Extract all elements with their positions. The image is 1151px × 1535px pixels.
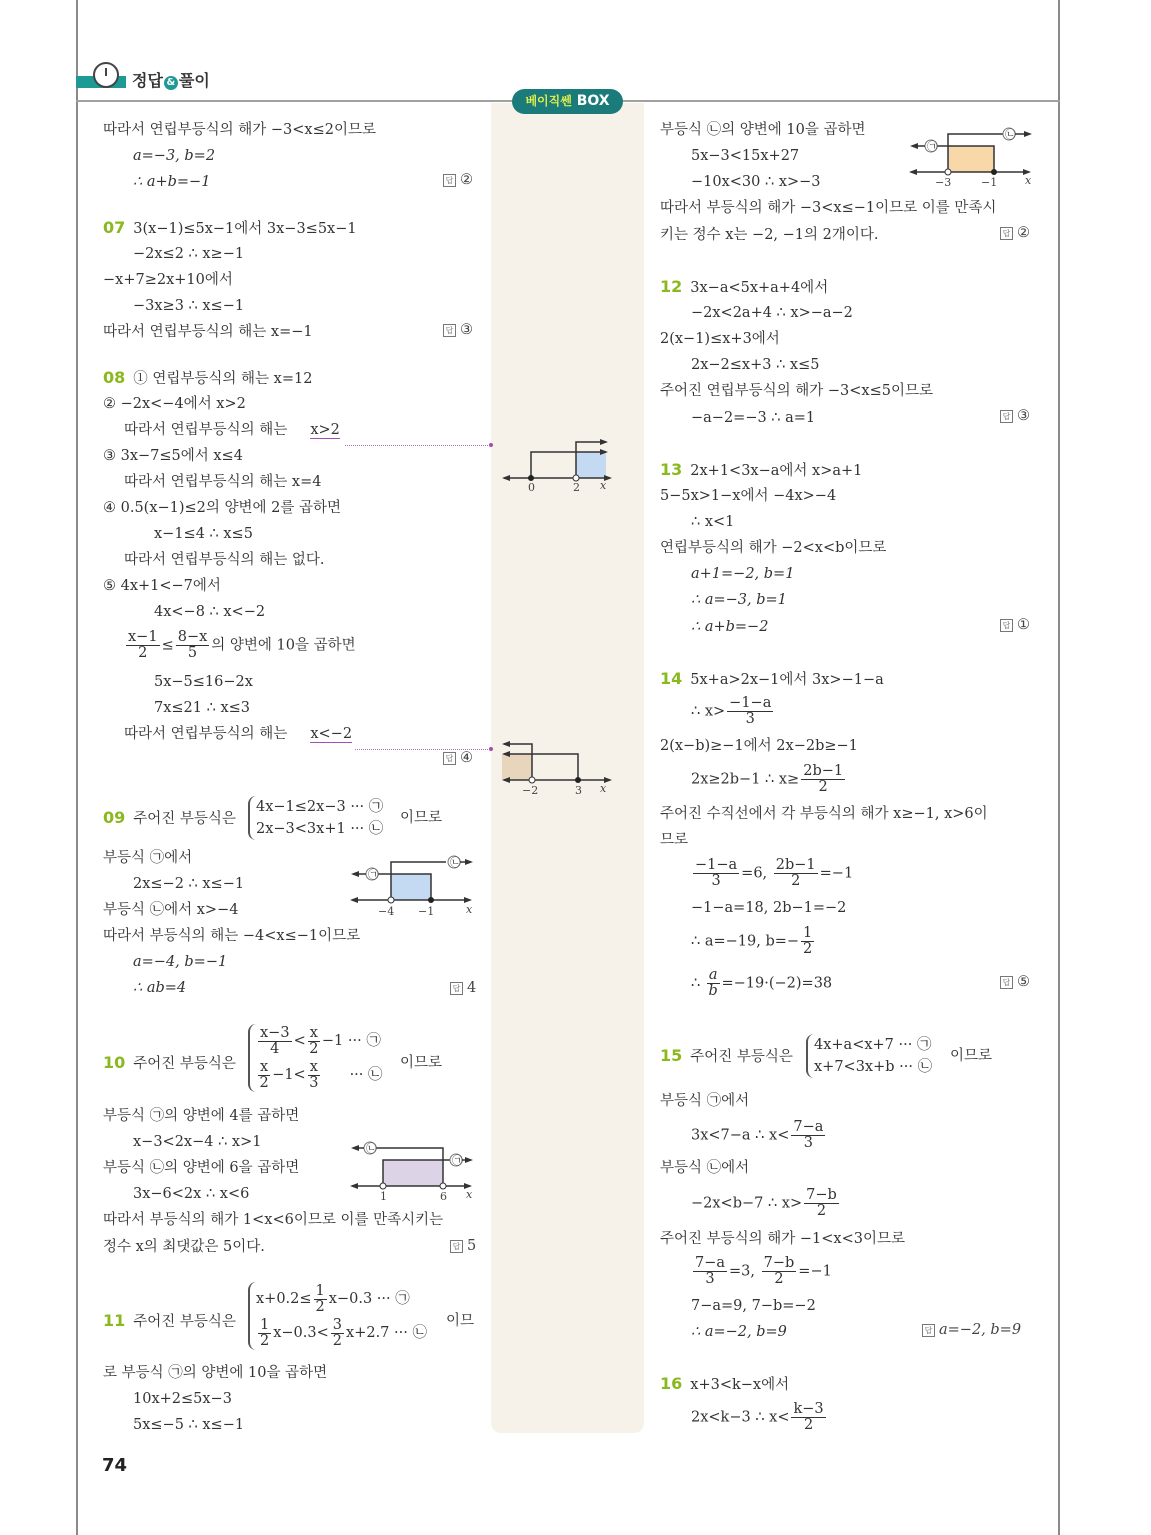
- fraction: $\frac{8-x}{5}$: [177, 629, 208, 661]
- problem-number: 08: [103, 368, 126, 387]
- svg-text:㉡: ㉡: [450, 856, 461, 869]
- problem-number: 09: [103, 808, 126, 827]
- svg-text:x: x: [600, 782, 607, 795]
- number-line-11: [905, 124, 1037, 190]
- section-title: 정답 & 풀이: [132, 71, 210, 90]
- page-border-left: [76, 0, 78, 1535]
- connector-dot: [489, 443, 493, 447]
- answer-icon: 답: [1000, 976, 1013, 989]
- svg-text:2: 2: [573, 481, 580, 492]
- answer-mark: 답 a=−2, b=9: [922, 1322, 1021, 1338]
- answer-icon: 답: [443, 174, 456, 187]
- inequality-system: 4x−1≤2x−3 ··· ㉠ 2x−3<3x+1 ··· ㉡: [248, 796, 383, 840]
- svg-text:1: 1: [380, 1190, 387, 1203]
- answer-mark: 답 ③: [443, 322, 473, 338]
- problem-number: 11: [103, 1311, 126, 1330]
- svg-text:−1: −1: [418, 905, 435, 918]
- connector-dot: [489, 747, 493, 751]
- number-line-08b: [498, 740, 618, 798]
- svg-text:㉡: ㉡: [366, 1142, 377, 1155]
- inequality-system: x+0.2≤ $\frac{1}{2}$ x−0.3 ··· ㉠ $\frac{1}{2}$ x−0.3< $\frac{3}{2}$ x+2.7 ··· ㉡: [248, 1282, 427, 1350]
- ampersand-badge: &: [164, 76, 178, 90]
- answer-icon: 답: [922, 1324, 935, 1337]
- answer-icon: 답: [1000, 619, 1013, 632]
- svg-text:㉡: ㉡: [1005, 128, 1016, 141]
- svg-text:−2: −2: [522, 784, 539, 797]
- underlined-solution: x<−2: [310, 726, 353, 742]
- problem-number: 13: [660, 460, 683, 479]
- underlined-solution: x>2: [310, 422, 340, 438]
- answer-mark: 답 ⑤: [1000, 974, 1030, 990]
- answer-mark: 답 ④: [443, 750, 473, 766]
- answer-mark: 답 5: [450, 1238, 476, 1254]
- svg-text:6: 6: [440, 1190, 447, 1203]
- answer-mark: 답 ③: [1000, 408, 1030, 424]
- answer-icon: 답: [450, 1240, 463, 1253]
- svg-text:x: x: [1025, 174, 1032, 187]
- svg-text:㉠: ㉠: [927, 140, 938, 153]
- page-border-right: [1058, 0, 1060, 1535]
- answer-icon: 답: [1000, 410, 1013, 423]
- svg-text:3: 3: [575, 784, 582, 797]
- problem-number: 10: [103, 1053, 126, 1072]
- basic-box-badge: 베이직쎈 BOX: [512, 89, 623, 114]
- problem-number: 14: [660, 669, 683, 688]
- page-number: 74: [102, 1455, 128, 1476]
- answer-icon: 답: [1000, 227, 1013, 240]
- number-line-10: [346, 1140, 478, 1206]
- answer-mark: 답 ①: [1000, 617, 1030, 633]
- problem-number: 15: [660, 1046, 683, 1065]
- problem-number: 12: [660, 277, 683, 296]
- problem-number: 07: [103, 218, 126, 237]
- svg-text:−4: −4: [378, 905, 395, 918]
- inequality-system: $\frac{x-3}{4}$ < $\frac{x}{2}$ −1 ··· ㉠ $\frac{x}{2}$ −1< $\frac{x}{3}$ ··· ㉡: [248, 1024, 383, 1092]
- answer-mark: 답 ②: [1000, 225, 1030, 241]
- alarm-clock-icon: [93, 62, 119, 88]
- inequality-system: 4x+a<x+7 ··· ㉠ x+7<3x+b ··· ㉡: [806, 1034, 932, 1078]
- answer-icon: 답: [443, 752, 456, 765]
- answer-mark: 답 4: [450, 980, 476, 996]
- svg-text:㉠: ㉠: [368, 868, 379, 881]
- number-line-08a: [498, 432, 618, 492]
- svg-text:x: x: [466, 1188, 473, 1201]
- svg-text:−3: −3: [935, 176, 952, 189]
- svg-text:0: 0: [528, 481, 535, 492]
- svg-text:−1: −1: [981, 176, 998, 189]
- answer-mark: 답 ②: [443, 172, 473, 188]
- answer-icon: 답: [450, 982, 463, 995]
- connector-dotted-line: [345, 445, 490, 446]
- svg-text:㉠: ㉠: [452, 1154, 463, 1167]
- number-line-09: [346, 852, 478, 918]
- answer-icon: 답: [443, 324, 456, 337]
- svg-text:x: x: [466, 903, 473, 916]
- problem-number: 16: [660, 1374, 683, 1393]
- svg-text:x: x: [600, 479, 607, 492]
- fraction: $\frac{x-1}{2}$: [128, 629, 158, 661]
